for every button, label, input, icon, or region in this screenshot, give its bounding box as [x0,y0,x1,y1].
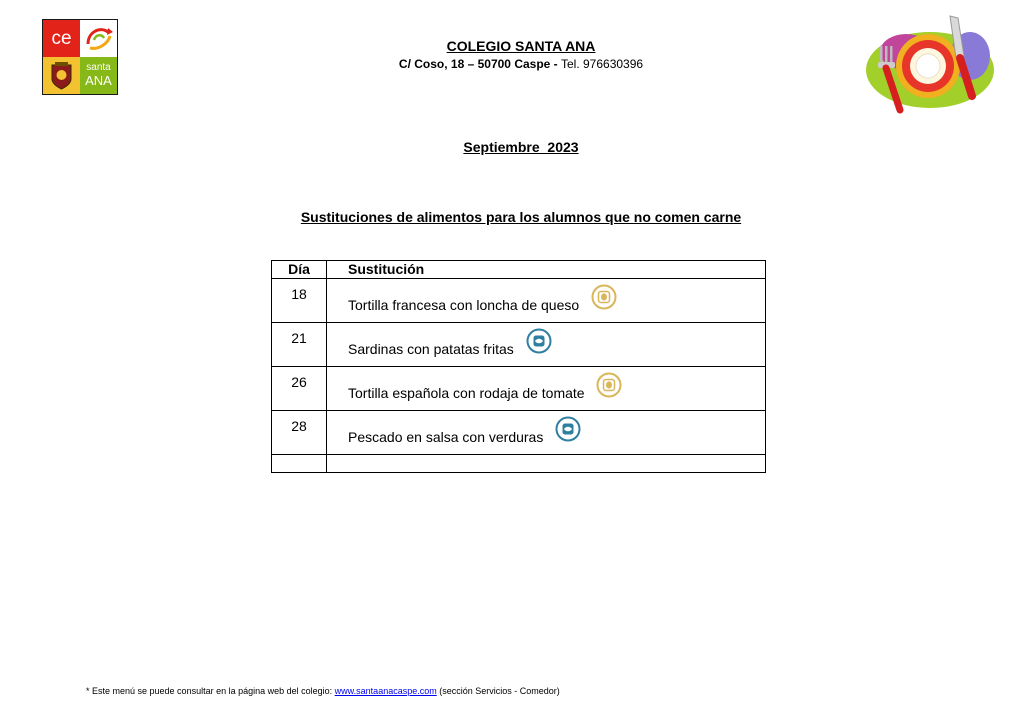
day-column-header: Día [272,261,327,279]
address-text: C/ Coso, 18 – 50700 Caspe - [398,57,561,71]
logo-ce-text: ce [51,28,72,49]
table-row [272,367,766,411]
logo-crest-icon [43,57,80,94]
footnote-suffix: (sección Servicios - Comedor) [436,686,560,696]
logo-santa-text: santa [86,62,111,73]
substitutions-table [271,260,766,473]
substitution-text: Tortilla francesa con loncha de queso [348,297,580,314]
day-cell: 21 [272,323,327,367]
menu-month: Septiembre 2023 [463,139,579,155]
phone-text: Tel. 976630396 [561,57,644,71]
substitution-text: Tortilla española con rodaja de tomate [348,385,585,402]
substitution-column-header: Sustitución [327,261,766,279]
substitution-text: Sardinas con patatas fritas [348,341,514,358]
egg-icon [596,372,622,401]
footnote-prefix: * Este menú se puede consultar en la página web del colegio: [86,686,335,696]
logo-santa-ana-block [80,57,117,94]
table-row [272,323,766,367]
table-row [272,279,766,323]
substitution-cell [327,411,766,455]
fish-icon [555,416,581,445]
table-subtitle: Sustituciones de alimentos para los alumnos que no comen carne [300,209,742,225]
substitution-cell [327,279,766,323]
substitution-cell [327,323,766,367]
table-header-row [272,261,766,279]
logo-ana-text: ANA [85,73,112,88]
logo-ce-block [43,20,80,57]
table-empty-row [272,455,766,473]
website-link[interactable]: www.santaanacaspe.com [334,686,437,696]
footnote [86,686,560,696]
substitution-text: Pescado en salsa con verduras [348,429,544,446]
table-row [272,411,766,455]
day-cell-empty [272,455,327,473]
substitution-cell [327,367,766,411]
egg-icon [591,284,617,313]
school-logo [42,19,118,95]
logo-swirl-icon [80,20,117,57]
fish-icon [526,328,552,357]
plate-cutlery-icon [858,10,998,122]
day-cell: 28 [272,411,327,455]
day-cell: 26 [272,367,327,411]
school-name: COLEGIO SANTA ANA [446,38,596,54]
substitution-cell-empty [327,455,766,473]
day-cell: 18 [272,279,327,323]
school-address [300,57,742,71]
